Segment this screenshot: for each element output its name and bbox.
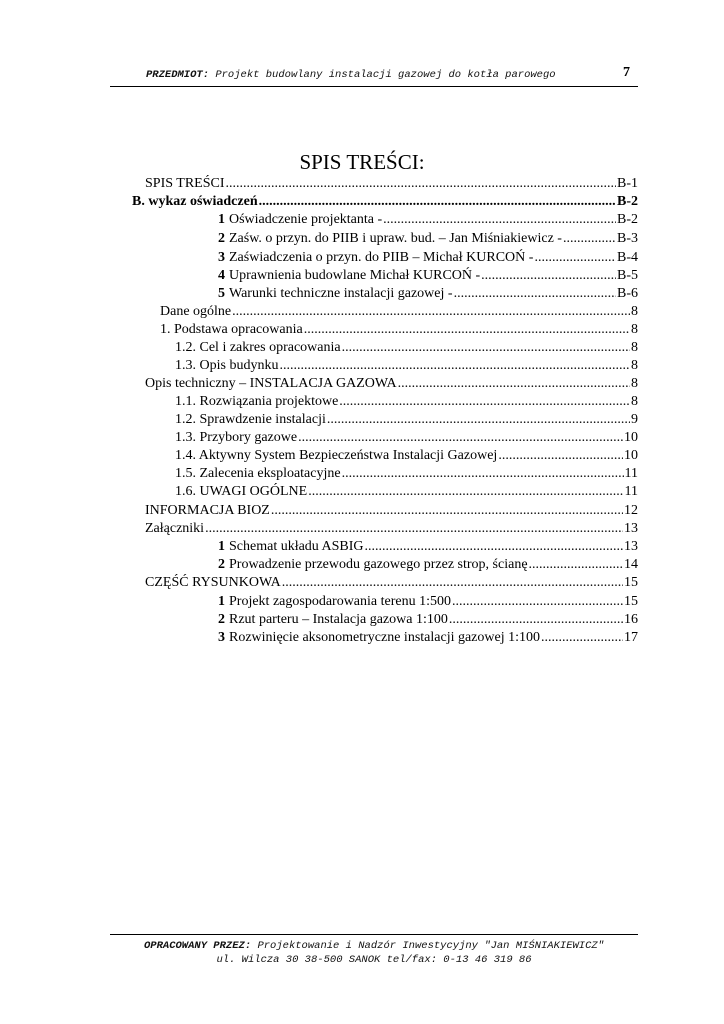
toc-entry: 2 Rzut parteru – Instalacja gazowa 1:100 ..... 16 xyxy=(218,612,638,630)
toc-entry: 2 Prowadzenie przewodu gazowego przez strop, ścianę ..... 14 xyxy=(218,557,638,575)
toc-entry: 1.6. UWAGI OGÓLNE ..... 11 xyxy=(175,484,638,502)
toc-entry: CZĘŚĆ RYSUNKOWA ..... 15 xyxy=(145,575,638,593)
toc-entry: 1 Schemat układu ASBIG ..... 13 xyxy=(218,539,638,557)
header-subject: Projekt budowlany instalacji gazowej do kotła parowego xyxy=(215,69,556,81)
toc-entry: 3 Zaświadczenia o przyn. do PIIB – Michał KURCOŃ - ..... B-4 xyxy=(218,250,638,268)
toc-entry: 1.5. Zalecenia eksploatacyjne ..... 11 xyxy=(175,466,638,484)
header-label: PRZEDMIOT: xyxy=(146,69,210,81)
toc-entry: 1.3. Przybory gazowe ..... 10 xyxy=(175,430,638,448)
toc-entry: 1.3. Opis budynku ..... 8 xyxy=(175,358,638,376)
toc-entry: 4 Uprawnienia budowlane Michał KURCOŃ - ..... B-5 xyxy=(218,268,638,286)
footer-label: OPRACOWANY PRZEZ: xyxy=(144,940,252,952)
header-text xyxy=(146,69,556,81)
toc-entry: INFORMACJA BIOZ ..... 12 xyxy=(145,503,638,521)
toc-entry: 2 Zaśw. o przyn. do PIIB i upraw. bud. – Jan Miśniakiewicz - ..... B-3 xyxy=(218,231,638,249)
toc-entry: 5 Warunki techniczne instalacji gazowej - ..... B-6 xyxy=(218,286,638,304)
footer-company: Projektowanie i Nadzór Inwestycyjny "Jan MIŚNIAKIEWICZ" xyxy=(257,940,604,952)
toc-entry: 1.2. Sprawdzenie instalacji ..... 9 xyxy=(175,412,638,430)
toc-entry: 1.4. Aktywny System Bezpieczeństwa Instalacji Gazowej ..... 10 xyxy=(175,448,638,466)
toc-entry: Dane ogólne ..... 8 xyxy=(160,304,638,322)
toc-entry: 1. Podstawa opracowania ..... 8 xyxy=(160,322,638,340)
toc-entry: 1.2. Cel i zakres opracowania ..... 8 xyxy=(175,340,638,358)
page-number: 7 xyxy=(623,65,630,80)
toc-entry: 1 Projekt zagospodarowania terenu 1:500 ..... 15 xyxy=(218,594,638,612)
toc-entry: 1.1. Rozwiązania projektowe ..... 8 xyxy=(175,394,638,412)
toc-entry: SPIS TREŚCI ..... B-1 xyxy=(145,176,638,194)
toc-entry: B. wykaz oświadczeń ..... B-2 xyxy=(132,194,638,212)
footer-company-line xyxy=(110,939,638,953)
toc-title: SPIS TREŚCI: xyxy=(299,150,425,174)
toc-entry: Załączniki ..... 13 xyxy=(145,521,638,539)
page-header xyxy=(110,64,638,87)
page-footer xyxy=(110,934,638,967)
toc-entry: Opis techniczny – INSTALACJA GAZOWA ..... 8 xyxy=(145,376,638,394)
footer-address: ul. Wilcza 30 38-500 SANOK tel/fax: 0-13 46 319 86 xyxy=(216,954,532,966)
toc-entry: 3 Rozwinięcie aksonometryczne instalacji gazowej 1:100 ..... 17 xyxy=(218,630,638,648)
toc-entry: 1 Oświadczenie projektanta - ..... B-2 xyxy=(218,212,638,230)
